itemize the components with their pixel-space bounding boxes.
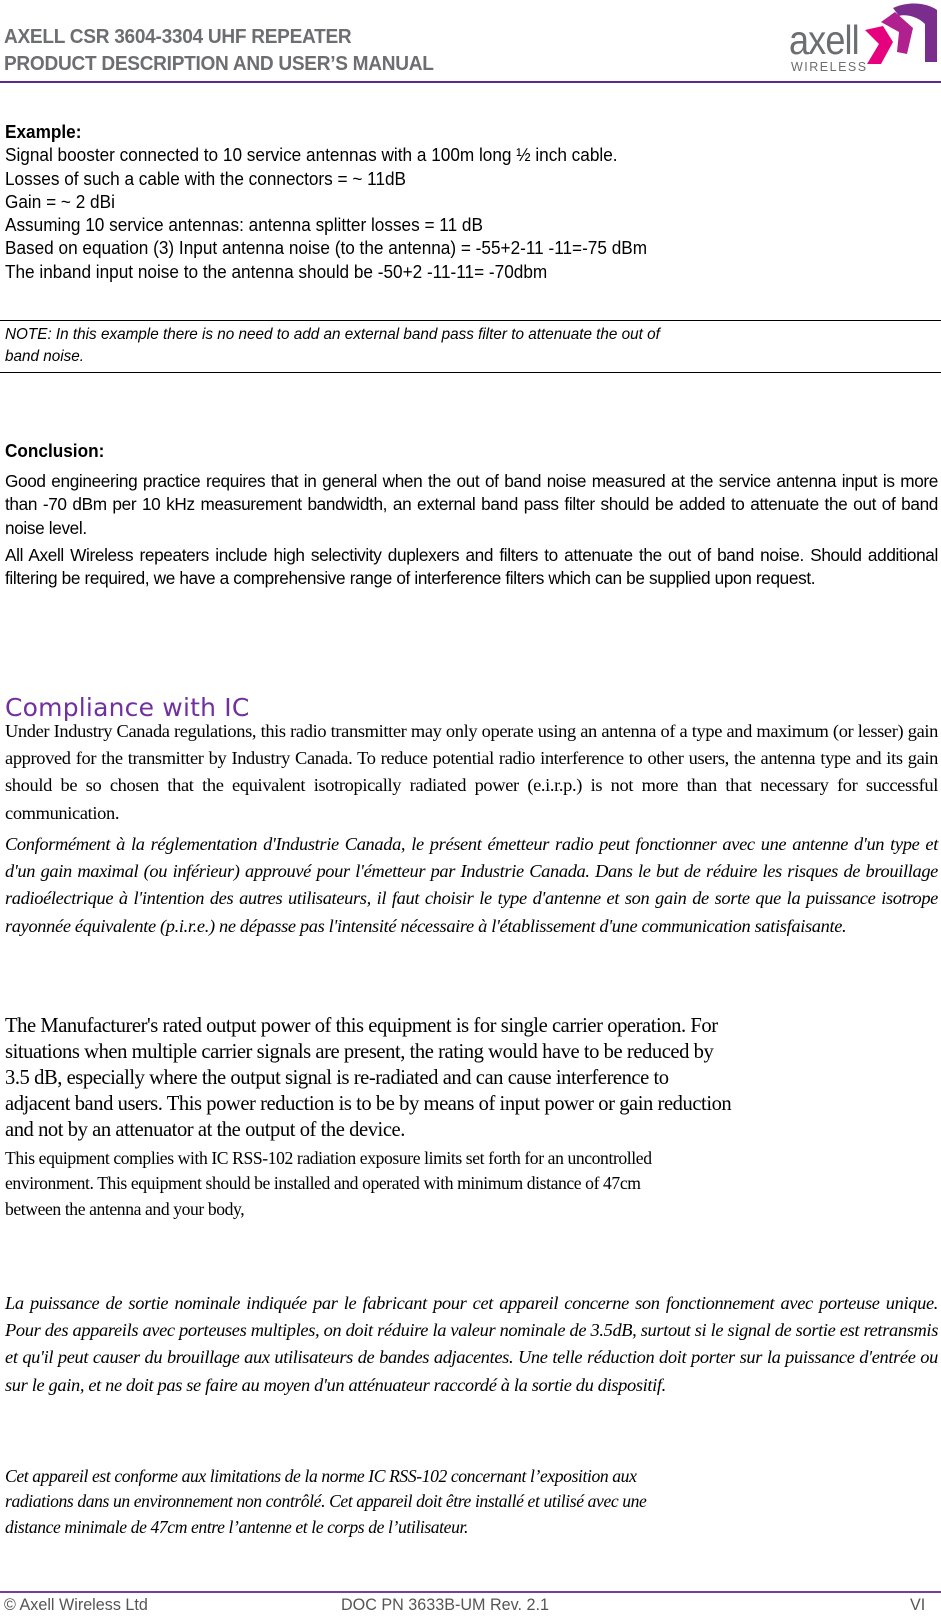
compliance-en2-line: situations when multiple carrier signals are present, the rating would have to be reduced by <box>5 1041 714 1063</box>
example-line: Signal booster connected to 10 service antennas with a 100m long ½ inch cable. <box>5 145 618 166</box>
conclusion-paragraph-1: Good engineering practice requires that in general when the out of band noise measured at the service antenna input is more than -70 dBm per 10 kHz measurement bandwidth, an external band pass filter should be added to attenuate the out of band noise level. <box>5 471 938 538</box>
compliance-french-1 <box>5 831 938 940</box>
compliance-en2-line: and not by an attenuator at the output of the device. <box>5 1119 405 1141</box>
header-title-line2: PRODUCT DESCRIPTION AND USER’S MANUAL <box>4 52 434 75</box>
compliance-en2-line: adjacent band users. This power reduction is to be by means of input power or gain reduction <box>5 1093 732 1115</box>
example-heading: Example: <box>5 122 82 142</box>
footer-doc-number: DOC PN 3633B-UM Rev. 2.1 <box>341 1595 549 1614</box>
example-line: The inband input noise to the antenna should be -50+2 -11-11= -70dbm <box>5 261 548 282</box>
footer-page-number: VI <box>910 1595 926 1614</box>
compliance-paragraph-fr-1: Conformément à la réglementation d'Industrie Canada, le présent émetteur radio peut fonctionner avec une antenne d'un type et d'un gain maximal (ou inférieur) approuvé pour l'émetteur par Industrie Canada. Dans le but de réduire les risques de brouillage radioélectrique à l'intention des autres utilisateurs, il faut choisir le type d'antenne et son gain de sorte que la puissance isotrope rayonnée équivalente (p.i.r.e.) ne dépasse pas l'intensité nécessaire à l'établissement d'une communication satisfaisante. <box>5 834 938 936</box>
axell-chevrons-logo-icon <box>863 2 941 68</box>
compliance-french-3 <box>5 1464 941 1540</box>
example-line: Based on equation (3) Input antenna noise (to the antenna) = -55+2-11 -11=-75 dBm <box>5 238 648 259</box>
compliance-english-1 <box>5 718 938 827</box>
compliance-english-2 <box>5 1013 941 1143</box>
compliance-fr3-line: Cet appareil est conforme aux limitations de la norme IC RSS-102 concernant l’exposition aux <box>5 1466 637 1486</box>
note-top-rule <box>0 320 941 321</box>
compliance-fr3-line: distance minimale de 47cm entre l’antenne et le corps de l’utilisateur. <box>5 1516 468 1537</box>
note-bottom-rule <box>0 372 941 373</box>
conclusion-heading: Conclusion: <box>5 441 105 461</box>
footer-copyright: © Axell Wireless Ltd <box>4 1595 148 1614</box>
header-rule <box>0 81 941 83</box>
conclusion-heading-wrap <box>5 440 941 463</box>
compliance-en2-line: 3.5 dB, especially where the output signal is re-radiated and can cause interference to <box>5 1067 669 1089</box>
note-line2: band noise. <box>5 348 85 365</box>
example-section <box>5 121 941 284</box>
compliance-paragraph-en-1: Under Industry Canada regulations, this radio transmitter may only operate using an antenna of a type and maximum (or lesser) gain approved for the transmitter by Industry Canada. To reduce potential radio interference to other users, the antenna type and its gain should be so chosen that the equivalent isotropically radiated power (e.i.r.p.) is not more than that necessary for successful communication. <box>5 721 938 823</box>
axell-wireless-logo <box>785 2 941 80</box>
compliance-en2-line: The Manufacturer's rated output power of this equipment is for single carrier operation. For <box>5 1015 718 1037</box>
example-line: Losses of such a cable with the connectors = ~ 11dB <box>5 168 407 189</box>
logo-word: axell <box>789 17 859 63</box>
example-line: Assuming 10 service antennas: antenna splitter losses = 11 dB <box>5 215 483 236</box>
header-title-line1: AXELL CSR 3604-3304 UHF REPEATER <box>4 25 352 48</box>
compliance-en3-line: This equipment complies with IC RSS-102 radiation exposure limits set forth for an uncontrolled <box>5 1148 652 1168</box>
compliance-paragraph-fr-2: La puissance de sortie nominale indiquée par le fabricant pour cet appareil concerne son fonctionnement avec porteuse unique. Pour des appareils avec porteuses multiples, on doit réduire la valeur nominale de 3.5dB, surtout si le signal de sortie est retransmis et qu'il peut causer du brouillage aux utilisateurs de bandes adjacentes. Une telle réduction doit porter sur la puissance d'entrée ou sur le gain, et ne doit pas se faire au moyen d'un atténuateur raccordé à la sortie du dispositif. <box>5 1293 938 1395</box>
conclusion-paragraph-2: All Axell Wireless repeaters include high selectivity duplexers and filters to attenuate the out of band noise. Should additional filtering be required, we have a comprehensive range of interference filters which can be supplied upon request. <box>5 544 938 589</box>
header-title <box>4 23 434 77</box>
conclusion-section <box>5 470 938 590</box>
compliance-english-3 <box>5 1146 941 1222</box>
compliance-fr3-line: radiations dans un environnement non contrôlé. Cet appareil doit être installé et utilisé avec une <box>5 1491 647 1512</box>
footer-rule <box>0 1591 941 1593</box>
compliance-heading: Compliance with IC <box>5 693 250 722</box>
note-line1: NOTE: In this example there is no need to add an external band pass filter to attenuate the out of <box>5 326 660 343</box>
note-box <box>5 324 660 368</box>
example-line: Gain = ~ 2 dBi <box>5 191 115 212</box>
compliance-en3-line: between the antenna and your body, <box>5 1198 245 1219</box>
logo-subtitle: WIRELESS <box>791 60 868 74</box>
compliance-french-2 <box>5 1290 938 1399</box>
compliance-en3-line: environment. This equipment should be installed and operated with minimum distance of 47cm <box>5 1173 641 1194</box>
